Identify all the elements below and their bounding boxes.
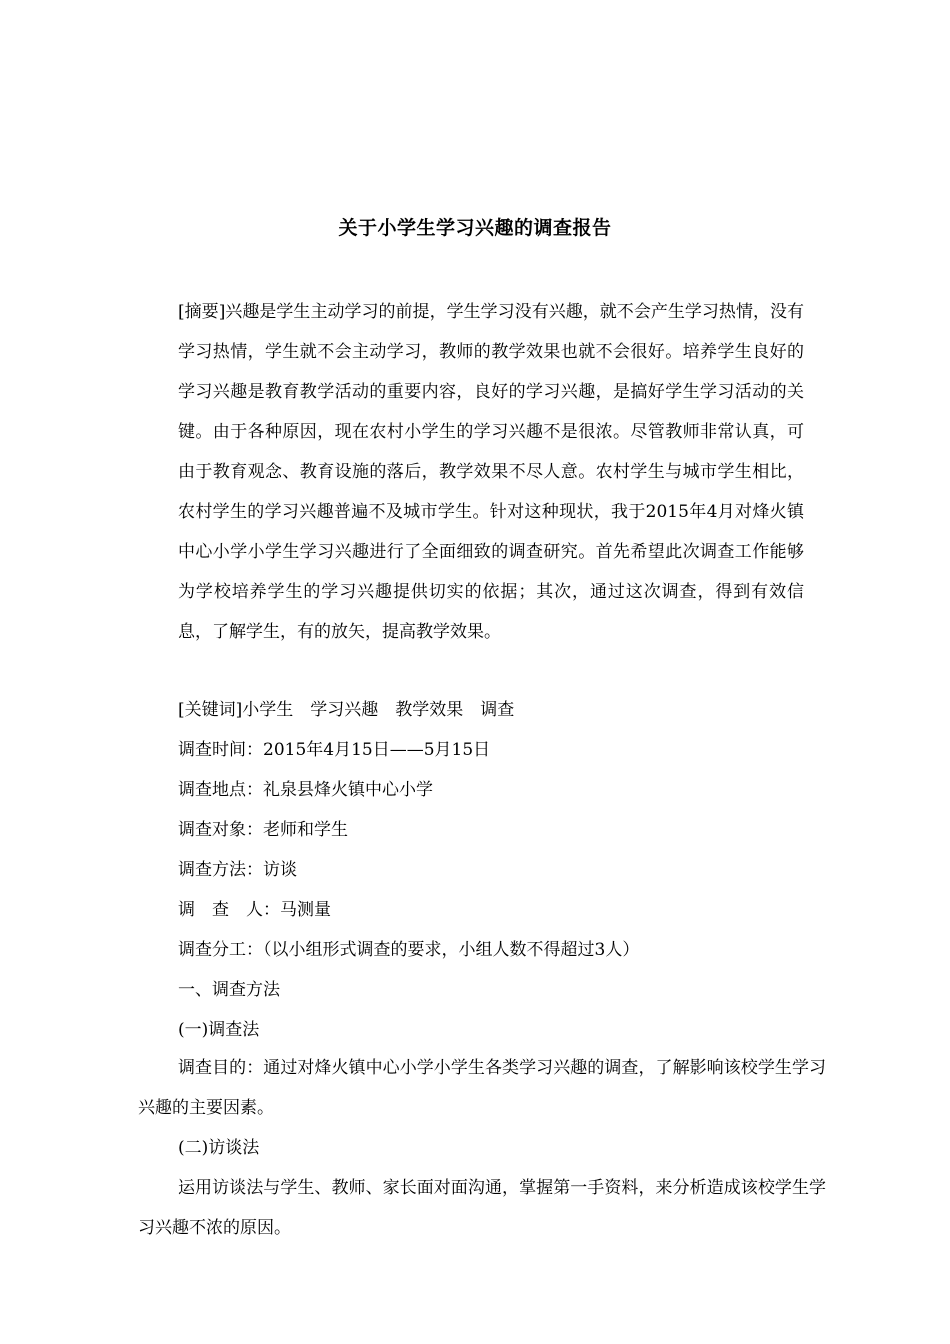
document-title: 关于小学生学习兴趣的调查报告 (338, 217, 612, 239)
abstract-text: [摘要]兴趣是学生主动学习的前提，学生学习没有兴趣，就不会产生学习热情，没有学习热情，学生就不会主动学习，教师的教学效果也就不会很好。培养学生良好的学习兴趣是教育教学活动的重要内容，良好的学习兴趣，是搞好学生学习活动的关键。由于各种原因，现在农村小学生的学习兴趣不是很浓。尽管教师非常认真，可由于教育观念、教育设施的落后，教学效果不尽人意。农村学生与城市学生相比，农村学生的学习兴趣普遍不及城市学生。针对这种现状，我于2015年4月对烽火镇中心小学小学生学习兴趣进行了全面细致的调查研究。首先希望此次调查工作能够为学校培养学生的学习兴趣提供切实的依据；其次，通过这次调查，得到有效信息，了解学生，有的放矢，提高教学效果。 (178, 302, 804, 642)
survey-info (178, 690, 838, 1050)
purpose-paragraph: 调查目的：通过对烽火镇中心小学小学生各类学习兴趣的调查，了解影响该校学生学习兴趣的主要因素。 (138, 1058, 826, 1118)
methods-body (138, 1048, 826, 1248)
section-heading-methods: 一、调查方法 (178, 980, 280, 1000)
survey-subjects-line: 调查对象：老师和学生 (178, 820, 348, 840)
abstract-block (178, 292, 804, 652)
survey-method-line: 调查方法：访谈 (178, 860, 297, 880)
subsection-heading-survey: (一)调查法 (178, 1020, 260, 1040)
keywords-line: [关键词]小学生 学习兴趣 教学效果 调查 (178, 700, 515, 720)
subsection-heading-interview: (二)访谈法 (178, 1138, 260, 1158)
survey-time-line: 调查时间：2015年4月15日——5月15日 (178, 740, 491, 760)
division-line: 调查分工：（以小组形式调查的要求，小组人数不得超过3人） (178, 940, 640, 960)
survey-place-line: 调查地点：礼泉县烽火镇中心小学 (178, 780, 433, 800)
interview-paragraph: 运用访谈法与学生、教师、家长面对面沟通，掌握第一手资料，来分析造成该校学生学习兴趣不浓的原因。 (138, 1178, 826, 1238)
investigator-line: 调 查 人：马测量 (178, 900, 331, 920)
